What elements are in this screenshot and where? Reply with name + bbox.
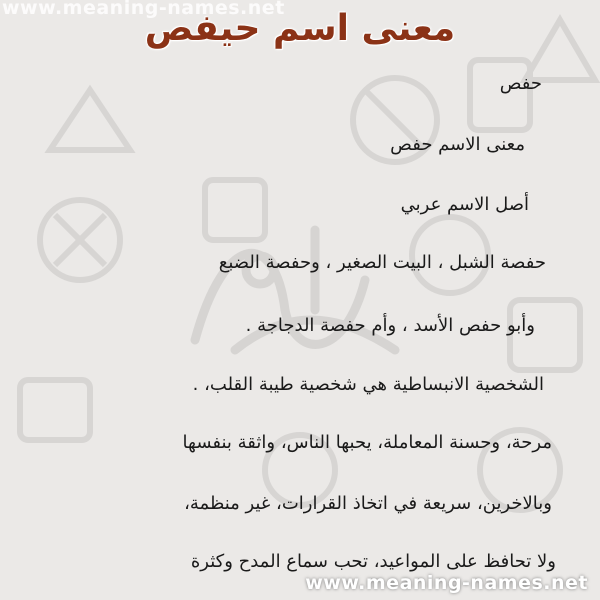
text-line-3: الشخصية الانبساطية هي شخصية طيبة القلب، . <box>192 374 544 395</box>
text-line-origin: أصل الاسم عربي <box>400 194 529 215</box>
text-line-name: حفص <box>499 73 542 94</box>
watermark-top: www.meaning-names.net <box>2 0 285 19</box>
calligraphy-logo-icon <box>165 190 425 390</box>
text-line-5: وبالاخرين، سريعة في اتخاذ القرارات، غير منظمة، <box>184 493 552 514</box>
text-line-4: مرحة، وحسنة المعاملة، يحبها الناس، واثقة بنفسها <box>182 432 552 453</box>
page-title: معنى اسم حيفص <box>144 8 456 49</box>
text-line-1: حفصة الشبل ، البيت الصغير ، وحفصة الضبع <box>218 252 546 273</box>
watermark-bottom: www.meaning-names.net <box>305 572 588 594</box>
text-line-meaning-heading: معنى الاسم حفص <box>390 134 525 155</box>
text-line-6: ولا تحافظ على المواعيد، تحب سماع المدح وكثرة <box>190 551 556 572</box>
text-line-2: وأبو حفص الأسد ، وأم حفصة الدجاجة . <box>245 315 535 336</box>
